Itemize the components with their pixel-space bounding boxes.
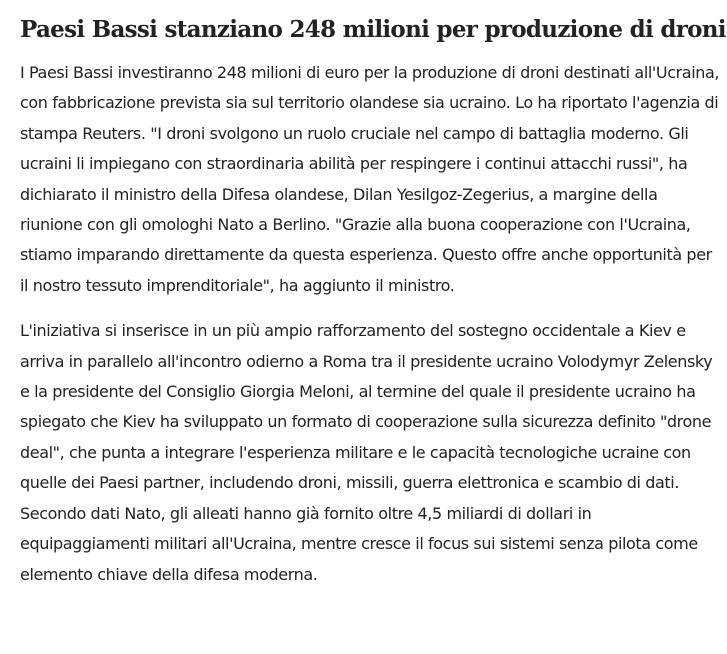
article-headline: Paesi Bassi stanziano 248 milioni per produzione di droni [20,16,726,43]
article-paragraph-1: I Paesi Bassi investiranno 248 milioni di euro per la produzione di droni destinati all'Ucraina, con fabbricazione prevista sia sul territorio olandese sia ucraino. Lo ha riportato l'agenzia di stampa Reuters. "I droni svolgono un ruolo cruciale nel campo di battaglia moderno. Gli ucraini li impiegano con straordinaria abilità per respingere i continui attacchi russi", ha dichiarato il ministro della Difesa olandese, Dilan Yesilgoz-Zegerius, a margine della riunione con gli omologhi Nato a Berlino. "Grazie alla buona cooperazione con l'Ucraina, stiamo imparando direttamente da questa esperienza. Questo offre anche opportunità per il nostro tessuto imprenditoriale", ha aggiunto il ministro. [20,63,720,295]
article-paragraph-2: L'iniziativa si inserisce in un più ampio rafforzamento del sostegno occidentale a Kiev e arriva in parallelo all'incontro odierno a Roma tra il presidente ucraino Volodymyr Zelensky e la presidente del Consiglio Giorgia Meloni, al termine del quale il presidente ucraino ha spiegato che Kiev ha sviluppato un formato di cooperazione sulla sicurezza definito "drone deal", che punta a integrare l'esperienza militare e le capacità tecnologiche ucraine con quelle dei Paesi partner, includendo droni, missili, guerra elettronica e scambio di dati. Secondo dati Nato, gli alleati hanno già fornito oltre 4,5 miliardi di dollari in equipaggiamenti militari all'Ucraina, mentre cresce il focus sui sistemi senza pilota come elemento chiave della difesa moderna. [20,321,713,584]
news-article [20,12,726,605]
